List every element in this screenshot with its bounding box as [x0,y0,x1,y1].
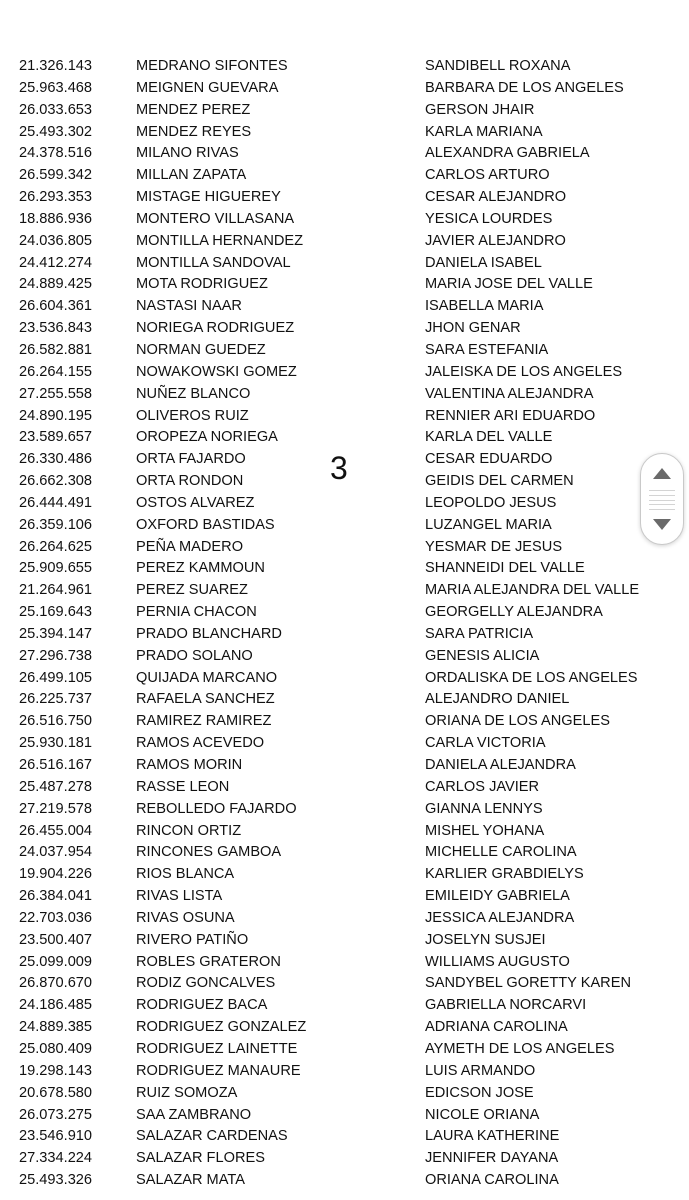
surname: SALAZAR FLORES [136,1150,265,1167]
id-number: 24.037.954 [19,844,93,861]
surname: MISTAGE HIGUEREY [136,189,281,206]
id-number: 24.378.516 [19,145,93,162]
surname: RINCONES GAMBOA [136,844,282,861]
id-number: 21.264.961 [19,582,93,599]
id-number: 25.394.147 [19,625,93,642]
surname: NORIEGA RODRIGUEZ [136,320,295,337]
roster-row [0,821,689,843]
surname: RIVAS LISTA [136,888,223,905]
surname: OLIVEROS RUIZ [136,407,249,424]
surname: MONTILLA SANDOVAL [136,254,291,271]
surname: PEREZ KAMMOUN [136,560,265,577]
given-names: MARIA JOSE DEL VALLE [425,276,593,293]
given-names: KARLA DEL VALLE [425,429,553,446]
roster-row [0,711,689,733]
id-number: 19.298.143 [19,1062,93,1079]
surname: RODRIGUEZ GONZALEZ [136,1019,307,1036]
surname: RIVAS OSUNA [136,909,235,926]
roster-row [0,864,689,886]
roster-row [0,1083,689,1105]
given-names: NICOLE ORIANA [425,1106,540,1123]
id-number: 23.589.657 [19,429,93,446]
roster-row [0,668,689,690]
surname: RODRIGUEZ LAINETTE [136,1040,298,1057]
roster-row [0,1126,689,1148]
given-names: ORDALISKA DE LOS ANGELES [425,669,638,686]
roster-row [0,886,689,908]
surname: RIVERO PATIÑO [136,931,249,948]
surname: NASTASI NAAR [136,298,242,315]
given-names: CARLOS JAVIER [425,778,540,795]
surname: PEÑA MADERO [136,538,244,555]
surname: QUIJADA MARCANO [136,669,278,686]
roster-row [0,755,689,777]
roster-row [0,340,689,362]
given-names: RENNIER ARI EDUARDO [425,407,596,424]
roster-row [0,122,689,144]
id-number: 26.516.167 [19,757,93,773]
surname: ORTA FAJARDO [136,451,246,468]
given-names: MICHELLE CAROLINA [425,844,577,861]
id-number: 26.870.670 [19,975,93,992]
given-names: ORIANA CAROLINA [425,1172,559,1189]
id-number: 26.359.106 [19,516,93,533]
id-number: 22.703.036 [19,909,93,926]
roster-row [0,995,689,1017]
id-number: 21.326.143 [19,58,93,74]
surname: RUIZ SOMOZA [136,1084,238,1101]
given-names: LEOPOLDO JESUS [425,494,557,511]
given-names: GENESIS ALICIA [425,647,540,664]
surname: ROBLES GRATERON [136,953,281,970]
roster-row [0,231,689,253]
id-number: 24.186.485 [19,997,93,1014]
roster-row [0,296,689,318]
roster-row [0,274,689,296]
id-number: 25.493.302 [19,123,93,140]
surname: RAMOS ACEVEDO [136,735,265,752]
student-roster [0,56,689,1192]
given-names: SARA PATRICIA [425,625,534,642]
id-number: 26.264.155 [19,363,93,380]
id-number: 27.255.558 [19,385,93,402]
roster-row [0,427,689,449]
surname: SALAZAR MATA [136,1172,245,1189]
given-names: JESSICA ALEJANDRA [425,909,575,926]
roster-row [0,1039,689,1061]
chevron-down-icon[interactable] [653,519,671,530]
roster-row [0,537,689,559]
surname: REBOLLEDO FAJARDO [136,800,297,817]
roster-row [0,253,689,275]
surname: MENDEZ PEREZ [136,101,251,118]
id-number: 23.546.910 [19,1128,93,1145]
given-names: JAVIER ALEJANDRO [425,232,566,249]
id-number: 26.599.342 [19,167,93,184]
id-number: 24.890.195 [19,407,93,424]
roster-row [0,493,689,515]
given-names: JALEISKA DE LOS ANGELES [425,363,623,380]
roster-row [0,187,689,209]
given-names: EDICSON JOSE [425,1084,534,1101]
given-names: DANIELA ISABEL [425,254,542,271]
id-number: 24.412.274 [19,254,93,271]
surname: RINCON ORTIZ [136,822,242,839]
id-number: 26.516.750 [19,713,93,730]
id-number: 26.033.653 [19,101,93,118]
id-number: 26.444.491 [19,494,93,511]
surname: MOTA RODRIGUEZ [136,276,268,293]
id-number: 25.493.326 [19,1172,93,1189]
surname: PEREZ SUAREZ [136,582,248,599]
surname: RODIZ GONCALVES [136,975,276,992]
given-names: ISABELLA MARIA [425,298,544,315]
roster-row [0,406,689,428]
id-number: 24.889.385 [19,1019,93,1036]
id-number: 25.963.468 [19,79,93,96]
given-names: CESAR EDUARDO [425,451,553,468]
given-names: LUIS ARMANDO [425,1062,536,1079]
given-names: VALENTINA ALEJANDRA [425,385,594,402]
roster-row [0,1017,689,1039]
id-number: 26.293.353 [19,189,93,206]
roster-row [0,689,689,711]
id-number: 26.225.737 [19,691,93,708]
id-number: 27.334.224 [19,1150,93,1167]
id-number: 20.678.580 [19,1084,93,1101]
roster-row [0,1061,689,1083]
roster-row [0,580,689,602]
surname: NUÑEZ BLANCO [136,385,251,402]
roster-row [0,733,689,755]
roster-row [0,624,689,646]
id-number: 26.604.361 [19,298,93,315]
roster-row [0,362,689,384]
surname: MILLAN ZAPATA [136,167,247,184]
id-number: 25.099.009 [19,953,93,970]
id-number: 25.909.655 [19,560,93,577]
roster-row [0,100,689,122]
id-number: 25.487.278 [19,778,93,795]
id-number: 18.886.936 [19,210,93,227]
roster-row [0,1148,689,1170]
given-names: CESAR ALEJANDRO [425,189,567,206]
id-number: 26.384.041 [19,888,93,905]
id-number: 26.455.004 [19,822,93,839]
given-names: GABRIELLA NORCARVI [425,997,587,1014]
given-names: GEORGELLY ALEJANDRA [425,604,603,621]
roster-row [0,384,689,406]
given-names: SARA ESTEFANIA [425,341,549,358]
surname: MONTILLA HERNANDEZ [136,232,304,249]
given-names: JHON GENAR [425,320,521,337]
given-names: ALEJANDRO DANIEL [425,691,570,708]
given-names: GEIDIS DEL CARMEN [425,473,574,490]
surname: RAMOS MORIN [136,757,243,773]
roster-row [0,209,689,231]
given-names: JOSELYN SUSJEI [425,931,546,948]
surname: NORMAN GUEDEZ [136,341,266,358]
given-names: YESICA LOURDES [425,210,553,227]
surname: OROPEZA NORIEGA [136,429,278,446]
given-names: KARLA MARIANA [425,123,543,140]
id-number: 23.536.843 [19,320,93,337]
roster-row [0,318,689,340]
surname: RIOS BLANCA [136,866,235,883]
id-number: 26.330.486 [19,451,93,468]
roster-row [0,515,689,537]
id-number: 19.904.226 [19,866,93,883]
surname: RODRIGUEZ BACA [136,997,268,1014]
surname: MEDRANO SIFONTES [136,58,288,74]
given-names: CARLOS ARTURO [425,167,550,184]
given-names: DANIELA ALEJANDRA [425,757,576,773]
roster-row [0,165,689,187]
id-number: 27.296.738 [19,647,93,664]
id-number: 24.889.425 [19,276,93,293]
given-names: ALEXANDRA GABRIELA [425,145,590,162]
given-names: MARIA ALEJANDRA DEL VALLE [425,582,640,599]
id-number: 26.582.881 [19,341,93,358]
surname: OSTOS ALVAREZ [136,494,255,511]
roster-row [0,78,689,100]
roster-row [0,143,689,165]
given-names: SANDIBELL ROXANA [425,58,571,74]
id-number: 25.080.409 [19,1040,93,1057]
roster-row [0,799,689,821]
id-number: 25.169.643 [19,604,93,621]
given-names: WILLIAMS AUGUSTO [425,953,570,970]
surname: RODRIGUEZ MANAURE [136,1062,301,1079]
id-number: 27.219.578 [19,800,93,817]
given-names: AYMETH DE LOS ANGELES [425,1040,615,1057]
surname: MILANO RIVAS [136,145,239,162]
id-number: 26.662.308 [19,473,93,490]
given-names: KARLIER GRABDIELYS [425,866,584,883]
given-names: YESMAR DE JESUS [425,538,563,555]
surname: ORTA RONDON [136,473,244,490]
grip-lines-icon[interactable] [649,490,675,510]
surname: SALAZAR CARDENAS [136,1128,288,1145]
given-names: LAURA KATHERINE [425,1128,560,1145]
page-number: 3 [330,450,348,486]
given-names: EMILEIDY GABRIELA [425,888,570,905]
given-names: GERSON JHAIR [425,101,535,118]
given-names: ADRIANA CAROLINA [425,1019,568,1036]
roster-row [0,1170,689,1192]
surname: MEIGNEN GUEVARA [136,79,279,96]
given-names: JENNIFER DAYANA [425,1150,559,1167]
surname: MONTERO VILLASANA [136,210,295,227]
id-number: 24.036.805 [19,232,93,249]
given-names: GIANNA LENNYS [425,800,543,817]
id-number: 26.264.625 [19,538,93,555]
surname: MENDEZ REYES [136,123,252,140]
roster-row [0,930,689,952]
surname: OXFORD BASTIDAS [136,516,275,533]
surname: RASSE LEON [136,778,230,795]
chevron-up-icon[interactable] [653,468,671,479]
roster-row [0,973,689,995]
given-names: MISHEL YOHANA [425,822,545,839]
surname: RAFAELA SANCHEZ [136,691,275,708]
surname: RAMIREZ RAMIREZ [136,713,272,730]
surname: NOWAKOWSKI GOMEZ [136,363,297,380]
page-scroll-control[interactable] [640,453,684,545]
id-number: 26.499.105 [19,669,93,686]
roster-row [0,56,689,78]
given-names: CARLA VICTORIA [425,735,546,752]
roster-row [0,558,689,580]
roster-row [0,842,689,864]
surname: SAA ZAMBRANO [136,1106,252,1123]
surname: PRADO SOLANO [136,647,253,664]
given-names: LUZANGEL MARIA [425,516,552,533]
roster-row [0,602,689,624]
surname: PERNIA CHACON [136,604,257,621]
surname: PRADO BLANCHARD [136,625,282,642]
given-names: SANDYBEL GORETTY KAREN [425,975,631,992]
roster-row [0,1105,689,1127]
roster-row [0,646,689,668]
given-names: BARBARA DE LOS ANGELES [425,79,624,96]
given-names: ORIANA DE LOS ANGELES [425,713,610,730]
roster-row [0,908,689,930]
id-number: 26.073.275 [19,1106,93,1123]
id-number: 25.930.181 [19,735,93,752]
roster-row [0,952,689,974]
id-number: 23.500.407 [19,931,93,948]
roster-row [0,777,689,799]
given-names: SHANNEIDI DEL VALLE [425,560,585,577]
